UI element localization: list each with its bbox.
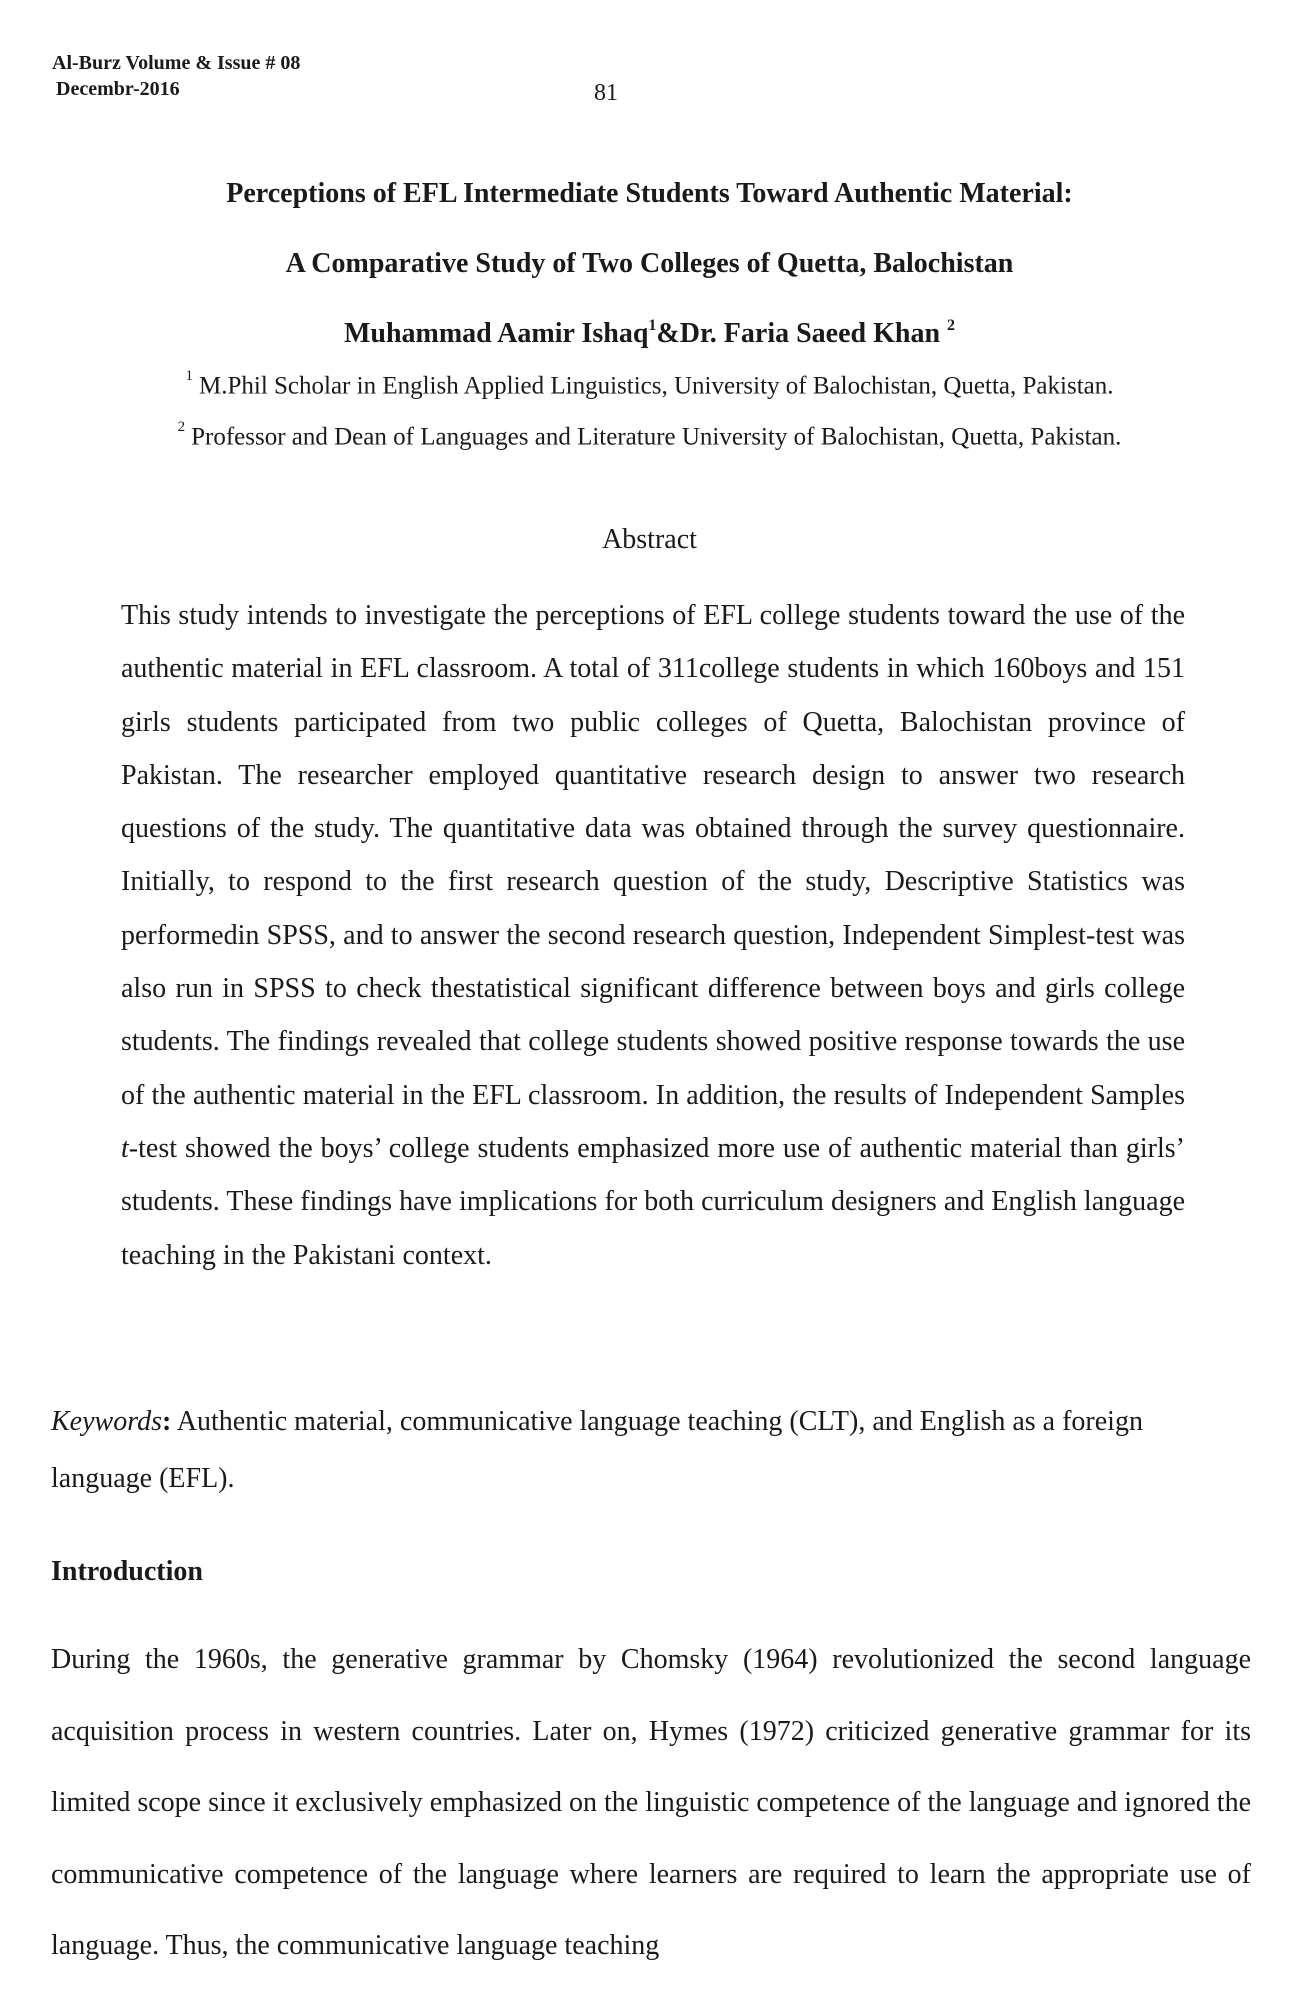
author-2-name: Dr. Faria Saeed Khan (679, 318, 941, 349)
introduction-heading: Introduction (51, 1556, 203, 1587)
journal-issue: Al-Burz Volume & Issue # 08 (52, 52, 301, 74)
author-2-mark: 2 (947, 316, 956, 334)
keywords-colon: : (161, 1406, 172, 1437)
affiliation-2 (0, 419, 1299, 451)
abstract-text-part-2: -test showed the boys’ college students emphasized more use of authentic material than girls’ students. These findings have implications for both curriculum designers and English language teaching in the Pakistani context. (121, 1132, 1185, 1271)
abstract-text-part-1: This study intends to investigate the perceptions of EFL college students toward the use of the authentic material in EFL classroom. A total of 311college students in which 160boys and 151 girls students participated from two public colleges of Quetta, Balochistan province of Pakistan. The researcher employed quantitative research design to answer two research questions of the study. The quantitative data was obtained through the survey questionnaire. Initially, to respond to the first research question of the study, Descriptive Statistics was performedin SPSS, and to answer the second research question, Independent Simplest-test was also run in SPSS to check thestatistical significant difference between boys and girls college students. The findings revealed that college students showed positive response towards the use of the authentic material in the EFL classroom. In addition, the results of Independent Samples (121, 600, 1185, 1111)
affiliation-2-mark: 2 (177, 419, 186, 435)
paper-title-line-1: Perceptions of EFL Intermediate Students Toward Authentic Material: (226, 178, 1073, 209)
abstract-body (121, 589, 1185, 1282)
author-separator: & (656, 318, 680, 349)
keywords-label: Keywords (51, 1406, 162, 1437)
issue-date: Decembr-2016 (56, 78, 180, 100)
affiliation-1-text: M.Phil Scholar in English Applied Linguistics, University of Balochistan, Quetta, Pakistan. (198, 372, 1114, 400)
affiliation-1 (0, 368, 1299, 400)
keywords (51, 1393, 1186, 1507)
running-head (52, 50, 300, 102)
abstract-heading: Abstract (602, 524, 697, 555)
author-1-name: Muhammad Aamir Ishaq (343, 318, 649, 349)
abstract-t-italic: t (121, 1132, 129, 1164)
keywords-text: Authentic material, communicative language teaching (CLT), and English as a foreign language (EFL). (51, 1406, 1143, 1494)
author-line (0, 318, 1299, 350)
page-number: 81 (594, 80, 618, 106)
author-1-mark: 1 (648, 316, 657, 334)
introduction-body: During the 1960s, the generative grammar by Chomsky (1964) revolutionized the second language acquisition process in western countries. Later on, Hymes (1972) criticized generative grammar for its limited scope since it exclusively emphasized on the linguistic competence of the language and ignored the communicative competence of the language where learners are required to learn the appropriate use of language. Thus, the communicative language teaching (51, 1644, 1251, 1961)
affiliation-1-mark: 1 (185, 368, 193, 384)
paper-title-line-2: A Comparative Study of Two Colleges of Quetta, Balochistan (285, 248, 1014, 279)
affiliation-2-text: Professor and Dean of Languages and Literature University of Balochistan, Quetta, Pakistan. (191, 423, 1122, 451)
